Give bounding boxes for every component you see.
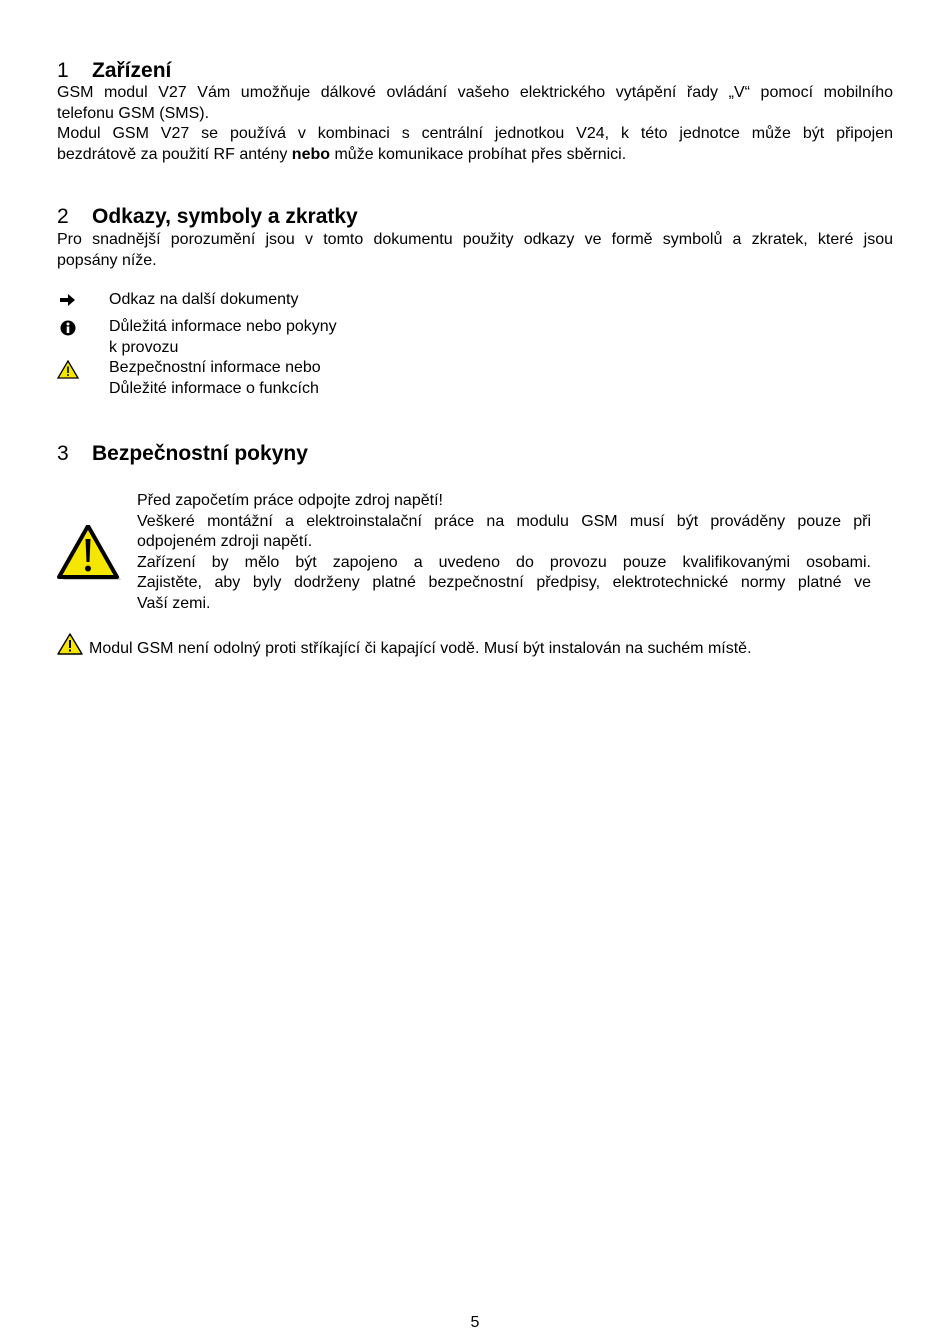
- paragraph-line: telefonu GSM (SMS).: [57, 104, 210, 122]
- bold-word: nebo: [291, 145, 331, 163]
- warning-triangle-icon: [57, 525, 123, 581]
- section-title: Odkazy, symboly a zkratky: [92, 205, 358, 228]
- section-2-heading: [57, 205, 358, 229]
- safety-line: Zařízení by mělo být zapojeno a uvedeno do provozu pouze kvalifikovanými osobami.: [137, 553, 871, 571]
- section-title: Bezpečnostní pokyny: [92, 442, 308, 465]
- safety-line: Před započetím práce odpojte zdroj napětí!: [137, 492, 443, 509]
- paragraph-line: popsány níže.: [57, 251, 157, 269]
- safety-line: Vaší zemi.: [137, 594, 211, 612]
- page-number: 5: [470, 1314, 480, 1331]
- info-icon: [57, 318, 79, 338]
- section-number: 2: [57, 205, 69, 228]
- safety-line: Veškeré montážní a elektroinstalační práce na modulu GSM musí být prováděny pouze při: [137, 512, 871, 530]
- description-line: Důležitá informace nebo pokyny: [109, 318, 337, 335]
- section-1-paragraph: [57, 83, 893, 165]
- section-2-paragraph: [57, 230, 893, 271]
- paragraph-line: Modul GSM V27 se používá v kombinaci s centrální jednotkou V24, k této jednotce může být připojen: [57, 125, 893, 142]
- description-line: Bezpečnostní informace nebo: [109, 359, 321, 376]
- section-1-heading: [57, 59, 171, 83]
- section-3-heading: [57, 442, 308, 466]
- paragraph-line: Pro snadnější porozumění jsou v tomto dokumentu použity odkazy ve formě symbolů a zkratek, které jsou: [57, 231, 893, 248]
- water-warning-text: Modul GSM není odolný proti stříkající či kapající vodě. Musí být instalován na suchém místě.: [89, 640, 752, 657]
- text-run: bezdrátově za použití RF antény: [57, 145, 292, 163]
- water-warning: [57, 633, 752, 660]
- section-number: 1: [57, 59, 69, 82]
- warning-triangle-icon: [57, 359, 79, 379]
- paragraph-line: [57, 145, 893, 166]
- safety-line: odpojeném zdroji napětí.: [137, 533, 313, 550]
- description-line: Důležité informace o funkcích: [109, 379, 319, 397]
- symbol-description: [109, 358, 321, 399]
- description-line: k provozu: [109, 338, 179, 356]
- arrow-right-icon: [57, 290, 79, 310]
- safety-instructions: [137, 491, 871, 614]
- symbol-description: [109, 317, 337, 358]
- symbol-description: Odkaz na další dokumenty: [109, 291, 299, 308]
- section-title: Zařízení: [92, 59, 172, 82]
- section-number: 3: [57, 442, 69, 465]
- safety-line: Zajistěte, aby byly dodrženy platné bezpečnostní předpisy, elektrotechnické normy platné ve: [137, 574, 871, 591]
- paragraph-line: GSM modul V27 Vám umožňuje dálkové ovládání vašeho elektrického vytápění řady „V“ pomocí mobilního: [57, 84, 893, 101]
- warning-triangle-icon: [57, 633, 83, 655]
- text-run: může komunikace probíhat přes sběrnici.: [330, 145, 627, 163]
